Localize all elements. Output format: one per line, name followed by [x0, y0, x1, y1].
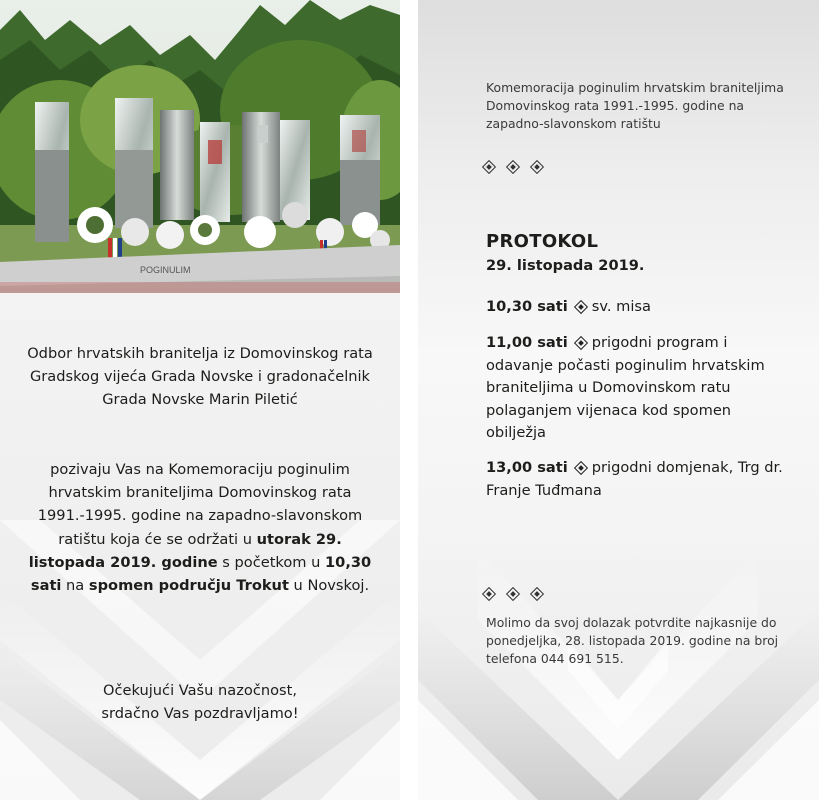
protocol-item-text: prigodni domjenak, Trg dr. Franje Tuđmana — [486, 459, 783, 499]
closing-paragraph — [20, 679, 380, 725]
invitation-paragraph: pozivaju Vas na Komemoraciju poginulim hrvatskim braniteljima Domovinskog rata 1991.-1995. godine na zapadno-slavonskom ratištu koja će se održati u utorak 29. listopada 2019. godine s početkom u 10,30 sati na spomen području Trokut u Novskoj. — [28, 461, 372, 595]
protocol-item — [486, 457, 786, 502]
diamond-icon — [574, 299, 588, 313]
protocol-item-text: sv. misa — [591, 298, 651, 315]
protocol-item-time: 11,00 sati — [486, 334, 568, 351]
diamond-icon — [482, 160, 496, 174]
protocol-item — [486, 296, 786, 319]
rsvp-note: Molimo da svoj dolazak potvrdite najkasnije do ponedjeljka, 28. listopada 2019. godine na broj telefona 044 691 515. — [486, 615, 779, 666]
diamond-icon — [574, 460, 588, 474]
invitation-left-panel — [0, 0, 400, 800]
event-title: Komemoracija poginulim hrvatskim braniteljima Domovinskog rata 1991.-1995. godine na zapadno-slavonskom ratištu — [486, 80, 784, 131]
memorial-plaque-text: POGINULIM — [140, 265, 191, 275]
diamond-icon — [506, 587, 520, 601]
diamond-icon — [506, 160, 520, 174]
memorial-photo — [0, 0, 400, 293]
protocol-date: 29. listopada 2019. — [486, 257, 645, 274]
event-time: 10,30 sati — [30, 553, 372, 595]
diamond-icon — [530, 160, 544, 174]
protocol-item — [486, 332, 786, 445]
three-diamonds-ornament — [484, 589, 556, 599]
protocol-heading: PROTOKOL — [486, 231, 599, 252]
three-diamonds-ornament — [484, 162, 556, 172]
invitation-right-panel — [418, 0, 819, 800]
event-place: spomen području Trokut — [88, 577, 289, 595]
diamond-icon — [574, 335, 588, 349]
closing-line-2: srdačno Vas pozdravljamo! — [101, 705, 299, 723]
protocol-item-time: 13,00 sati — [486, 459, 568, 476]
protocol-item-text: prigodni program i odavanje počasti poginulim hrvatskim braniteljima u Domovinskom ratu polaganjem vijenaca kod spomen obilježja — [486, 334, 765, 442]
intro-paragraph: Odbor hrvatskih branitelja iz Domovinskog rata Gradskog vijeća Grada Novske i gradonačelnik Grada Novske Marin Piletić — [27, 345, 373, 409]
fold-gutter — [400, 0, 418, 800]
diamond-icon — [530, 587, 544, 601]
diamond-icon — [482, 587, 496, 601]
closing-line-1: Očekujući Vašu nazočnost, — [103, 682, 297, 699]
event-date: utorak 29. listopada 2019. godine — [28, 530, 342, 571]
protocol-item-time: 10,30 sati — [486, 298, 568, 315]
